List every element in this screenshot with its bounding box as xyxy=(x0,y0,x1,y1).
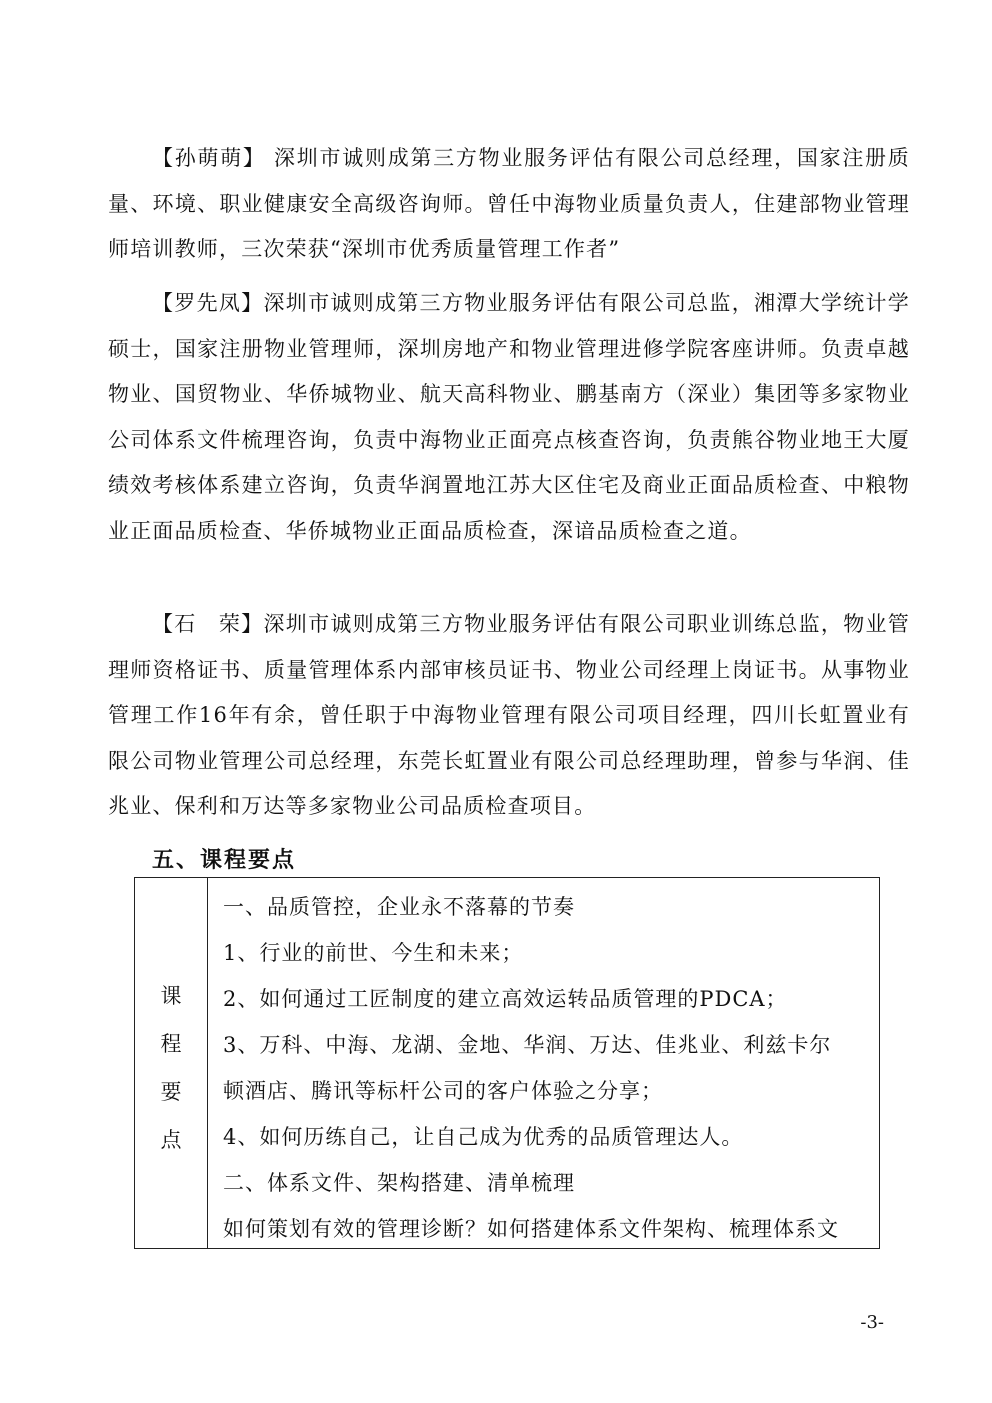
bio-paragraph-shi xyxy=(108,602,910,830)
bio-text: 深圳市诚则成第三方物业服务评估有限公司总经理，国家注册质量、环境、职业健康安全高级咨询师。曾任中海物业质量负责人，住建部物业管理师培训教师，三次荣获“深圳市优秀质量管理工作者” xyxy=(108,146,910,261)
course-outline-table xyxy=(134,877,880,1249)
bio-name: 【石 荣】 xyxy=(152,612,264,636)
outline-line: 二、体系文件、架构搭建、清单梳理 xyxy=(223,1171,575,1195)
bio-name: 【孙萌萌】 xyxy=(152,146,266,170)
label-char: 程 xyxy=(160,1032,182,1056)
outline-line: 顿酒店、腾讯等标杆公司的客户体验之分享； xyxy=(223,1079,663,1103)
outline-line: 如何策划有效的管理诊断？如何搭建体系文件架构、梳理体系文 xyxy=(223,1217,839,1241)
outline-line: 3、万科、中海、龙湖、金地、华润、万达、佳兆业、利兹卡尔 xyxy=(223,1033,832,1057)
label-char: 要 xyxy=(160,1080,182,1104)
label-char: 课 xyxy=(160,984,182,1008)
table-label-column xyxy=(135,878,207,1248)
bio-paragraph-sun xyxy=(108,136,910,273)
outline-line: 1、行业的前世、今生和未来； xyxy=(223,941,524,965)
table-divider xyxy=(207,878,208,1248)
table-content-column xyxy=(223,884,871,1252)
section-title: 五、课程要点 xyxy=(152,847,297,873)
bio-text: 深圳市诚则成第三方物业服务评估有限公司职业训练总监，物业管理师资格证书、质量管理体系内部审核员证书、物业公司经理上岗证书。从事物业管理工作16年有余，曾任职于中海物业管理有限公司项目经理，四川长虹置业有限公司物业管理公司总经理，东莞长虹置业有限公司总经理助理，曾参与华润、佳兆业、保利和万达等多家物业公司品质检查项目。 xyxy=(108,612,910,818)
outline-line: 4、如何历练自己，让自己成为优秀的品质管理达人。 xyxy=(223,1125,744,1149)
bio-text: 深圳市诚则成第三方物业服务评估有限公司总监，湘潭大学统计学硕士，国家注册物业管理师，深圳房地产和物业管理进修学院客座讲师。负责卓越物业、国贸物业、华侨城物业、航天高科物业、鹏基南方（深业）集团等多家物业公司体系文件梳理咨询，负责中海物业正面亮点核查咨询，负责熊谷物业地王大厦绩效考核体系建立咨询，负责华润置地江苏大区住宅及商业正面品质检查、中粮物业正面品质检查、华侨城物业正面品质检查，深谙品质检查之道。 xyxy=(108,291,910,543)
outline-line: 一、品质管控，企业永不落幕的节奏 xyxy=(223,895,575,919)
bio-paragraph-luo xyxy=(108,281,910,554)
outline-line: 2、如何通过工匠制度的建立高效运转品质管理的PDCA； xyxy=(223,987,788,1011)
bio-name: 【罗先凤】 xyxy=(152,291,264,315)
label-char: 点 xyxy=(160,1128,182,1152)
page-number: -3- xyxy=(860,1312,884,1333)
